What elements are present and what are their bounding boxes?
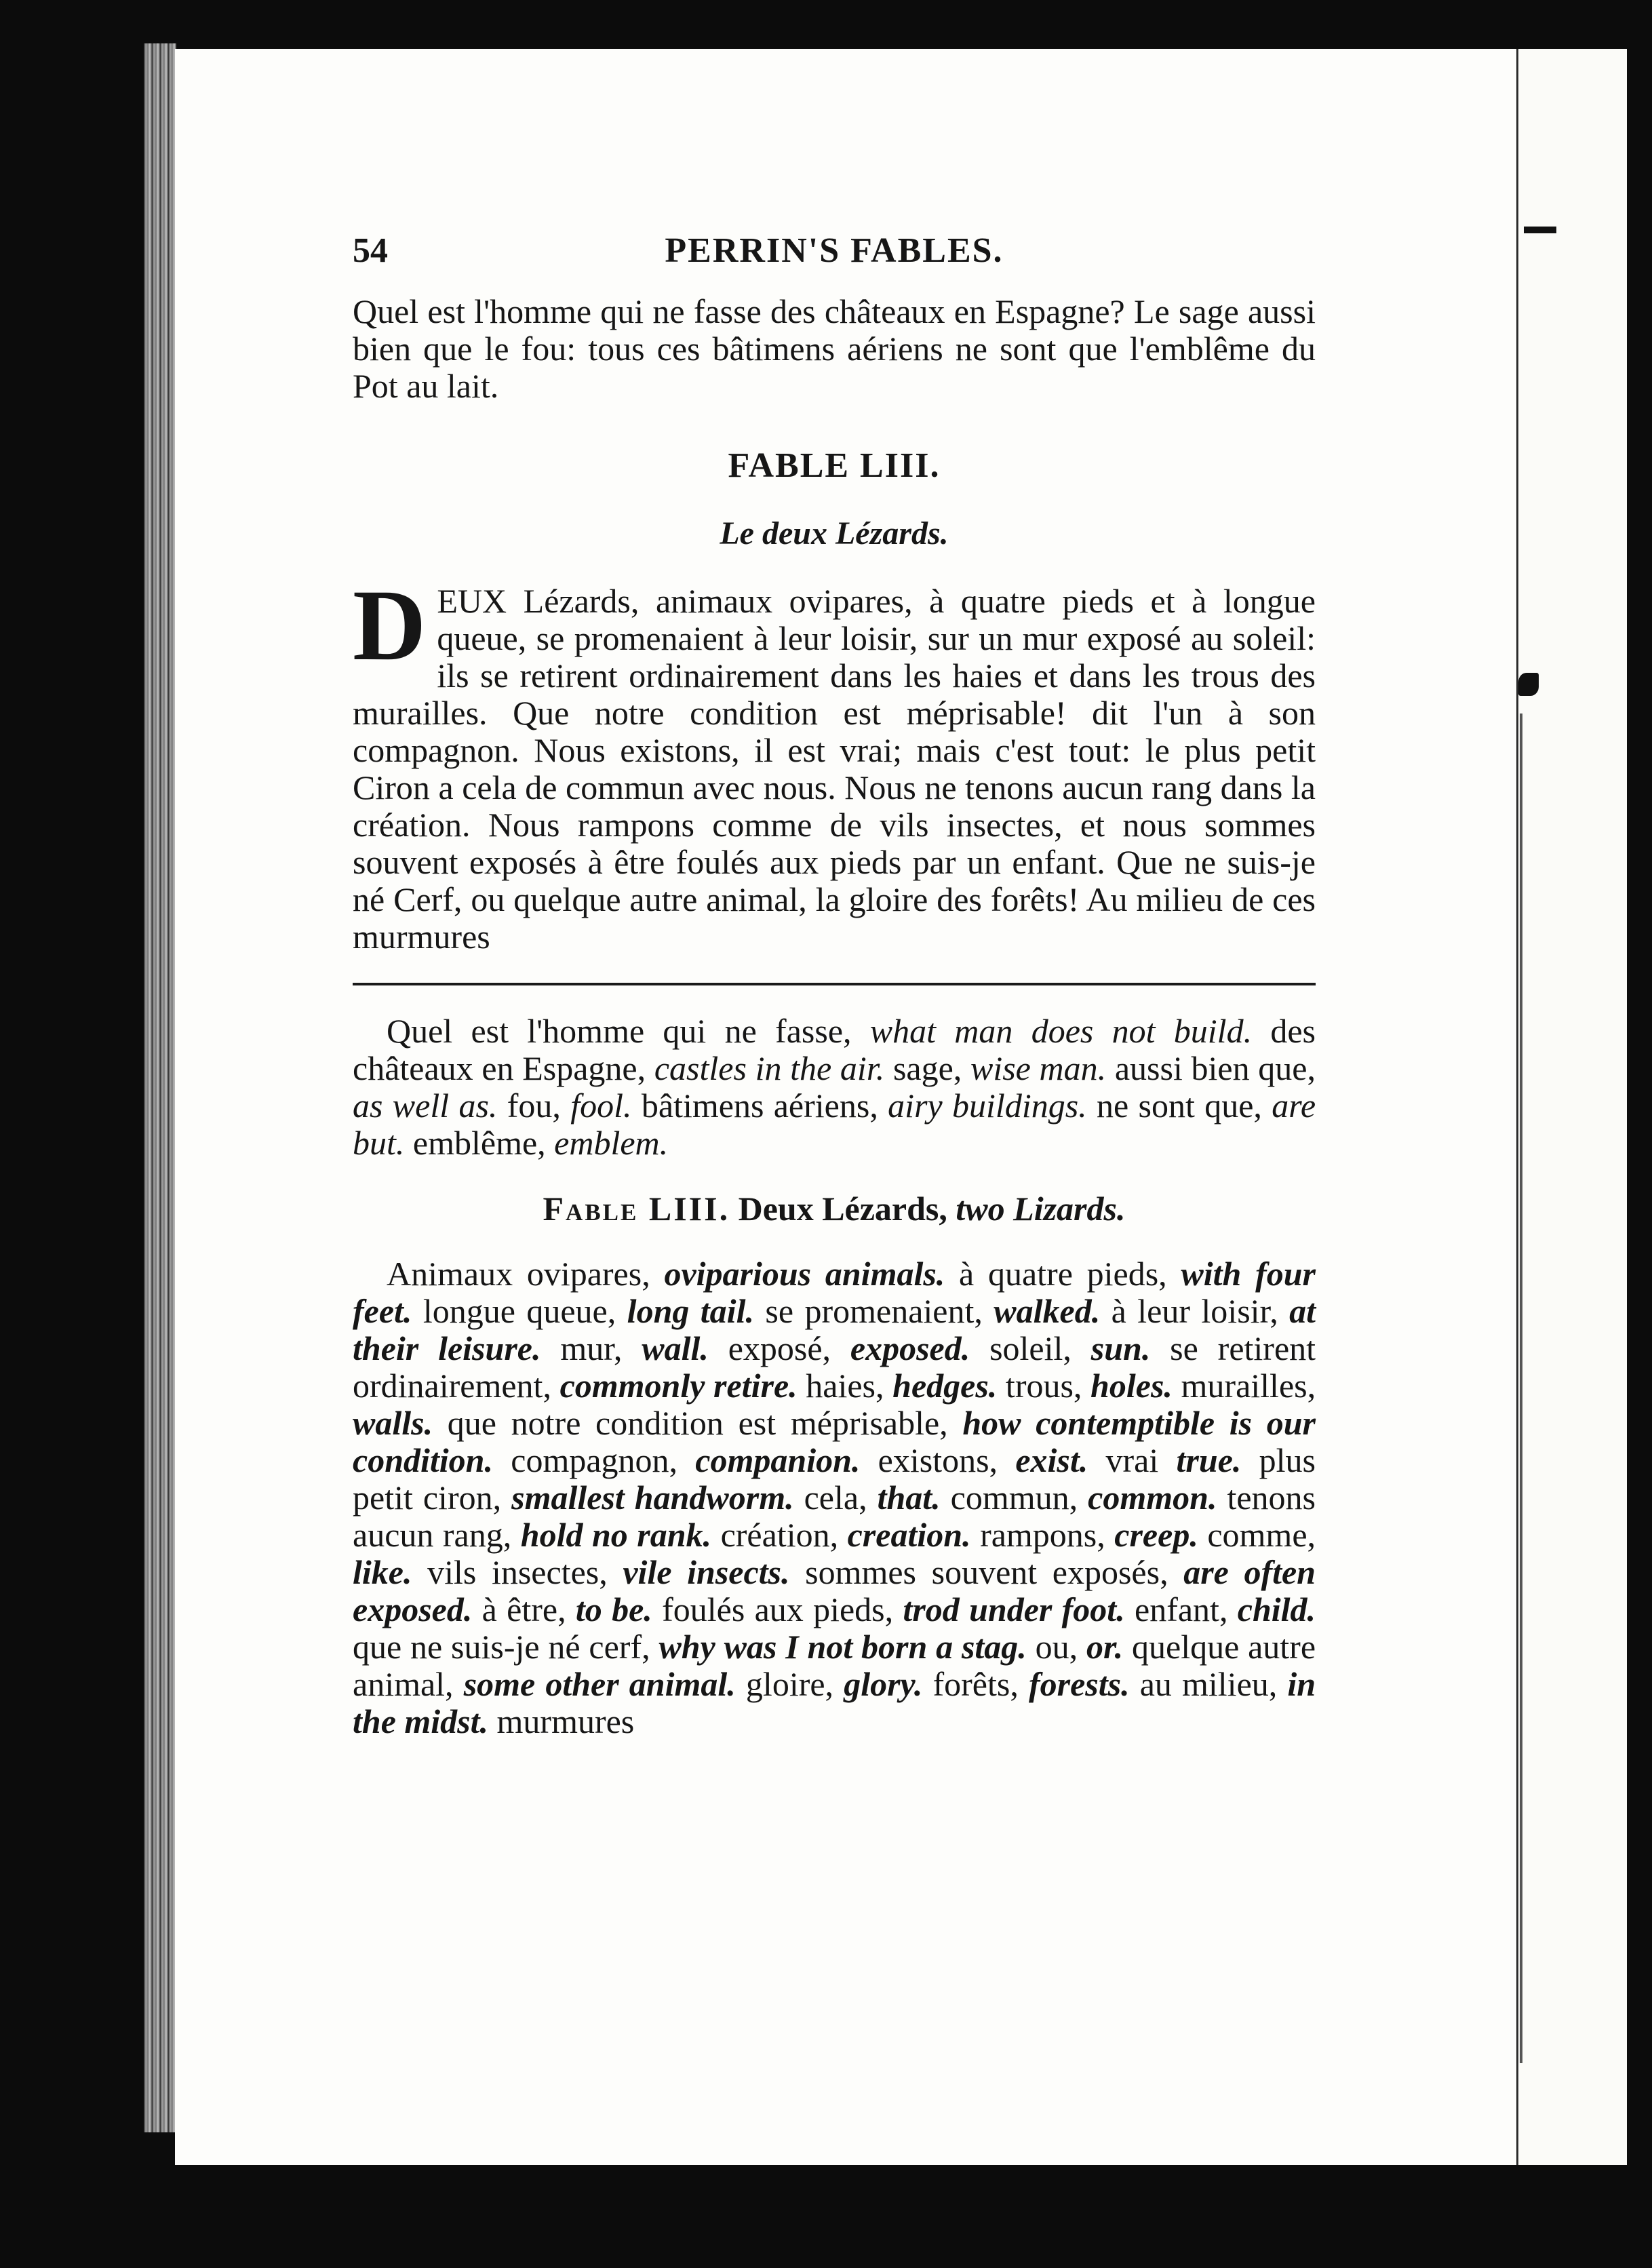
page-number: 54	[353, 231, 388, 270]
gloss-english: how contemptible is our condition.	[353, 1404, 1316, 1479]
gloss-french: à être,	[481, 1590, 566, 1628]
gloss-english: emblem.	[554, 1124, 669, 1162]
gloss-french: rampons,	[980, 1516, 1105, 1554]
gloss-french: plus petit ciron,	[353, 1441, 1316, 1517]
gloss-french: emblême,	[412, 1124, 546, 1162]
gloss-english: glory.	[844, 1665, 923, 1703]
drop-cap: D	[353, 569, 427, 682]
gloss-english: fool.	[570, 1087, 632, 1125]
divider-rule	[353, 983, 1316, 985]
fable-title: FABLE LIII.	[728, 446, 941, 485]
gloss-english: that.	[877, 1479, 941, 1517]
gloss-english: why was I not born a stag.	[658, 1628, 1027, 1666]
gloss-french: enfant,	[1135, 1590, 1228, 1628]
gloss-french: vils insectes,	[427, 1553, 608, 1591]
gloss-french: longue queue,	[422, 1292, 616, 1330]
gloss-english: smallest handworm.	[511, 1479, 794, 1517]
gloss-french: tenons aucun rang,	[353, 1479, 1316, 1554]
fable-text: EUX Lézards, animaux ovipares, à quatre pieds et à longue queue, se promenaient à leur loisir, sur un mur exposé au soleil: ils se retirent ordinairement dans les haies et dans les trous des murailles. Que notre condition est méprisable! dit l'un à son compagnon. Nous existons, il est vrai; mais c'est tout: le plus petit Ciron a cela de commun avec nous. Nous ne tenons aucun rang dans la création. Nous rampons comme de vils insectes, et nous sommes souvent exposés à être foulés aux pieds par un enfant. Que ne suis-je né Cerf, ou quelque autre animal, la gloire des forêts! Au milieu de ces murmures	[353, 582, 1316, 956]
gloss-english: walls.	[353, 1404, 433, 1442]
gloss-english: long tail.	[627, 1292, 754, 1330]
facing-page-edge	[1516, 49, 1627, 2165]
vocabulary-notes	[353, 1013, 1316, 1162]
gloss-french: fou,	[507, 1087, 561, 1125]
gloss-english: are often exposed.	[353, 1553, 1316, 1628]
gloss-english: wise man.	[970, 1049, 1107, 1087]
gloss-english: creep.	[1114, 1516, 1198, 1554]
gloss-english: exposed.	[850, 1329, 970, 1367]
gloss-french: existons,	[878, 1441, 998, 1479]
book-spine-edge	[144, 43, 176, 2132]
gloss-french: gloire,	[745, 1665, 834, 1703]
gloss-french: foulés aux pieds,	[662, 1590, 894, 1628]
gloss-french: à leur loisir,	[1111, 1292, 1278, 1330]
page-edge-line	[1520, 713, 1522, 2063]
gloss-english: trod under foot.	[903, 1590, 1125, 1628]
vocabulary-notes-fable	[353, 1255, 1316, 1740]
gloss-french: murmures	[496, 1702, 635, 1740]
gloss-english: sun.	[1090, 1329, 1151, 1367]
gloss-english: some other animal.	[463, 1665, 736, 1703]
gloss-english: at their leisure.	[353, 1292, 1316, 1367]
gloss-french: quelque autre animal,	[353, 1628, 1316, 1703]
gloss-french: Quel est l'homme qui ne fasse,	[387, 1012, 852, 1050]
gloss-english: child.	[1237, 1590, 1316, 1628]
gloss-french: ou,	[1035, 1628, 1078, 1666]
gloss-english: oviparious animals.	[664, 1255, 945, 1293]
gloss-english: to be.	[575, 1590, 652, 1628]
gloss-french: comme,	[1207, 1516, 1316, 1554]
notes-title-english: two Lizards.	[956, 1190, 1126, 1228]
gloss-english: exist.	[1015, 1441, 1088, 1479]
running-title: PERRIN'S FABLES.	[665, 231, 1004, 270]
gloss-french: Animaux ovipares,	[387, 1255, 650, 1293]
gloss-french: mur,	[560, 1329, 623, 1367]
gloss-french: que notre condition est méprisable,	[447, 1404, 948, 1442]
gloss-english: forests.	[1028, 1665, 1130, 1703]
page-content	[353, 231, 1316, 1740]
gloss-french: murailles,	[1181, 1367, 1316, 1405]
gloss-french: cela,	[804, 1479, 867, 1517]
gloss-french: aussi bien que,	[1114, 1049, 1316, 1087]
gloss-french: trous,	[1005, 1367, 1082, 1405]
gloss-english: true.	[1176, 1441, 1242, 1479]
gloss-french: commun,	[950, 1479, 1078, 1517]
gloss-french: soleil,	[989, 1329, 1071, 1367]
gloss-french: forêts,	[932, 1665, 1019, 1703]
gloss-french: que ne suis-je né cerf,	[353, 1628, 650, 1666]
gloss-english: wall.	[642, 1329, 709, 1367]
running-head	[353, 231, 1316, 278]
gloss-french: à quatre pieds,	[959, 1255, 1167, 1293]
gloss-french: au milieu,	[1139, 1665, 1278, 1703]
gloss-french: se promenaient,	[765, 1292, 983, 1330]
gloss-english: hold no rank.	[520, 1516, 712, 1554]
gloss-french: se retirent ordinairement,	[353, 1329, 1316, 1405]
notes-title	[353, 1189, 1316, 1232]
gloss-english: commonly retire.	[559, 1367, 798, 1405]
gloss-french: des châteaux en Espagne,	[353, 1012, 1316, 1087]
gloss-french: sommes souvent exposés,	[805, 1553, 1168, 1591]
gloss-french: bâtimens aériens,	[641, 1087, 878, 1125]
intro-paragraph: Quel est l'homme qui ne fasse des châteaux en Espagne? Le sage aussi bien que le fou: tous ces bâtimens aériens ne sont que l'emblême du Pot au lait.	[353, 292, 1316, 405]
fable-subtitle: Le deux Lézards.	[720, 515, 949, 551]
gloss-english: or.	[1086, 1628, 1124, 1666]
gloss-french: création,	[720, 1516, 839, 1554]
gloss-english: creation.	[847, 1516, 971, 1554]
gloss-french: exposé,	[728, 1329, 831, 1367]
gloss-french: compagnon,	[511, 1441, 678, 1479]
gloss-english: holes.	[1090, 1367, 1173, 1405]
page-mark	[1518, 673, 1539, 696]
gloss-english: what man does not build.	[869, 1012, 1253, 1050]
gloss-english: walked.	[994, 1292, 1101, 1330]
page-mark	[1524, 227, 1556, 233]
gloss-french: sage,	[892, 1049, 962, 1087]
fable-body	[353, 569, 1316, 956]
gloss-french: ne sont que,	[1097, 1087, 1262, 1125]
gloss-english: vile insects.	[623, 1553, 790, 1591]
gloss-english: common.	[1088, 1479, 1217, 1517]
gloss-english: like.	[353, 1553, 412, 1591]
gloss-french: vrai	[1105, 1441, 1159, 1479]
gloss-english: castles in the air.	[654, 1049, 885, 1087]
gloss-english: in the midst.	[353, 1665, 1316, 1740]
gloss-english: hedges.	[892, 1367, 998, 1405]
gloss-english: as well as.	[353, 1087, 498, 1125]
notes-title-french: Deux Lézards,	[738, 1190, 947, 1228]
gloss-english: companion.	[695, 1441, 861, 1479]
notes-fable-label: Fable LIII.	[543, 1190, 730, 1228]
gloss-english: with four feet.	[353, 1255, 1316, 1330]
gloss-english: airy buildings.	[888, 1087, 1087, 1125]
gloss-french: haies,	[806, 1367, 884, 1405]
gloss-english: are but.	[353, 1087, 1316, 1162]
